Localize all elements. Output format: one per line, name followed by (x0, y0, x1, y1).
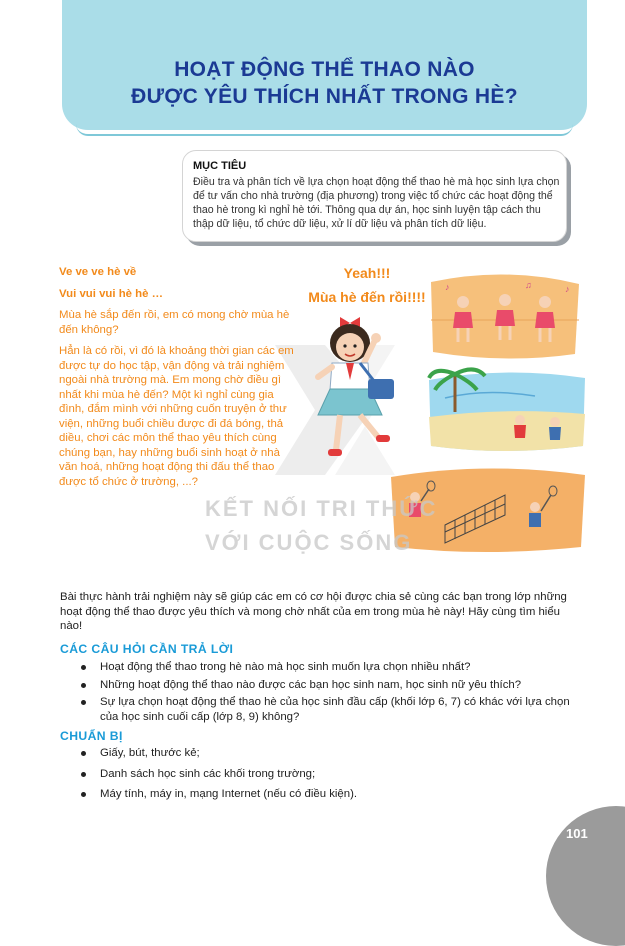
objective-body: Điều tra và phân tích về lựa chọn hoạt động thể thao hè mà học sinh lựa chọn để tư vấn cho nhà trường (địa phương) trong việc tổ chức các hoạt động thể thao hè trong kì nghỉ hè tới. Thông qua dự án, học sinh luyện tập cách thu thập dữ liệu, tổ chức dữ liệu, xử lí dữ liệu và phân tích dữ liệu. (193, 176, 560, 230)
story-line-1: Ve ve ve hè về (59, 266, 137, 278)
preparation-heading: CHUẨN BỊ (60, 729, 123, 743)
intro-paragraph: Bài thực hành trải nghiệm này sẽ giúp các em có cơ hội được chia sẻ cùng các bạn trong lớp những hoạt động thể thao được yêu thích và mong chờ nhất của em trong mùa hè này! Hãy cùng tìm hiểu nào! (60, 591, 567, 632)
dance-scene-illustration (425, 272, 585, 362)
list-item: Hoạt động thể thao trong hè nào mà học sinh muốn lựa chọn nhiều nhất? (78, 660, 578, 675)
objective-box (182, 150, 567, 242)
list-item: Giấy, bút, thước kẻ; (78, 746, 578, 761)
svg-text:♪: ♪ (565, 284, 570, 294)
watermark-text (205, 492, 437, 560)
story-text (59, 265, 294, 496)
beach-scene-illustration (425, 362, 590, 454)
list-item: Những hoạt động thể thao nào được các bạn học sinh nam, học sinh nữ yêu thích? (78, 678, 578, 693)
girl-illustration (300, 305, 420, 470)
preparation-list (78, 746, 578, 805)
list-item: Danh sách học sinh các khối trong trường; (78, 767, 578, 782)
exclamation-line-2: Mùa hè đến rồi!!!! (308, 289, 426, 305)
list-item: Máy tính, máy in, mạng Internet (nếu có điều kiện). (78, 787, 578, 802)
list-item: Sự lựa chọn hoạt động thể thao hè của học sinh đầu cấp (khối lớp 6, 7) có khác với lựa chọn của học sinh cuối cấp (lớp 8, 9) không? (78, 695, 578, 724)
questions-list (78, 660, 578, 727)
svg-text:♪: ♪ (445, 282, 450, 292)
title-line-2: ĐƯỢC YÊU THÍCH NHẤT TRONG HÈ? (131, 85, 518, 108)
story-paragraph-2: Hẳn là có rồi, vì đó là khoảng thời gian các em được tự do học tập, vận động và trải nghiệm ngoài nhà trường mà. Em mong chờ điều gì nhất khi mùa hè đến? Một kì nghỉ cùng gia đình, đắm mình với những cuốn truyện ở thư viện, những buổi chiều được đi đá bóng, thả diều, chơi các môn thể thao yêu thích cùng chúng bạn, hay những buổi sinh hoạt ở nhà văn hoá, những hoạt động thi đấu thể thao được tổ chức ở trường, ...? (59, 345, 294, 488)
title-line-1: HOẠT ĐỘNG THỂ THAO NÀO (174, 58, 475, 81)
watermark-line-1: KẾT NỐI TRI THỨC (205, 496, 438, 521)
story-paragraph-1: Mùa hè sắp đến rồi, em có mong chờ mùa hè đến không? (59, 309, 290, 336)
svg-text:♫: ♫ (525, 280, 532, 290)
exclamation-line-1: Yeah!!! (343, 265, 391, 281)
objective-heading: MỤC TIÊU (193, 160, 247, 172)
page-number: 101 (566, 826, 588, 841)
story-line-2: Vui vui vui hè hè … (59, 287, 164, 300)
page-title (62, 56, 587, 110)
exclamation-text (292, 261, 442, 309)
questions-heading: CÁC CÂU HỎI CẦN TRẢ LỜI (60, 642, 234, 656)
watermark-line-2: VỚI CUỘC SỐNG (205, 530, 413, 555)
